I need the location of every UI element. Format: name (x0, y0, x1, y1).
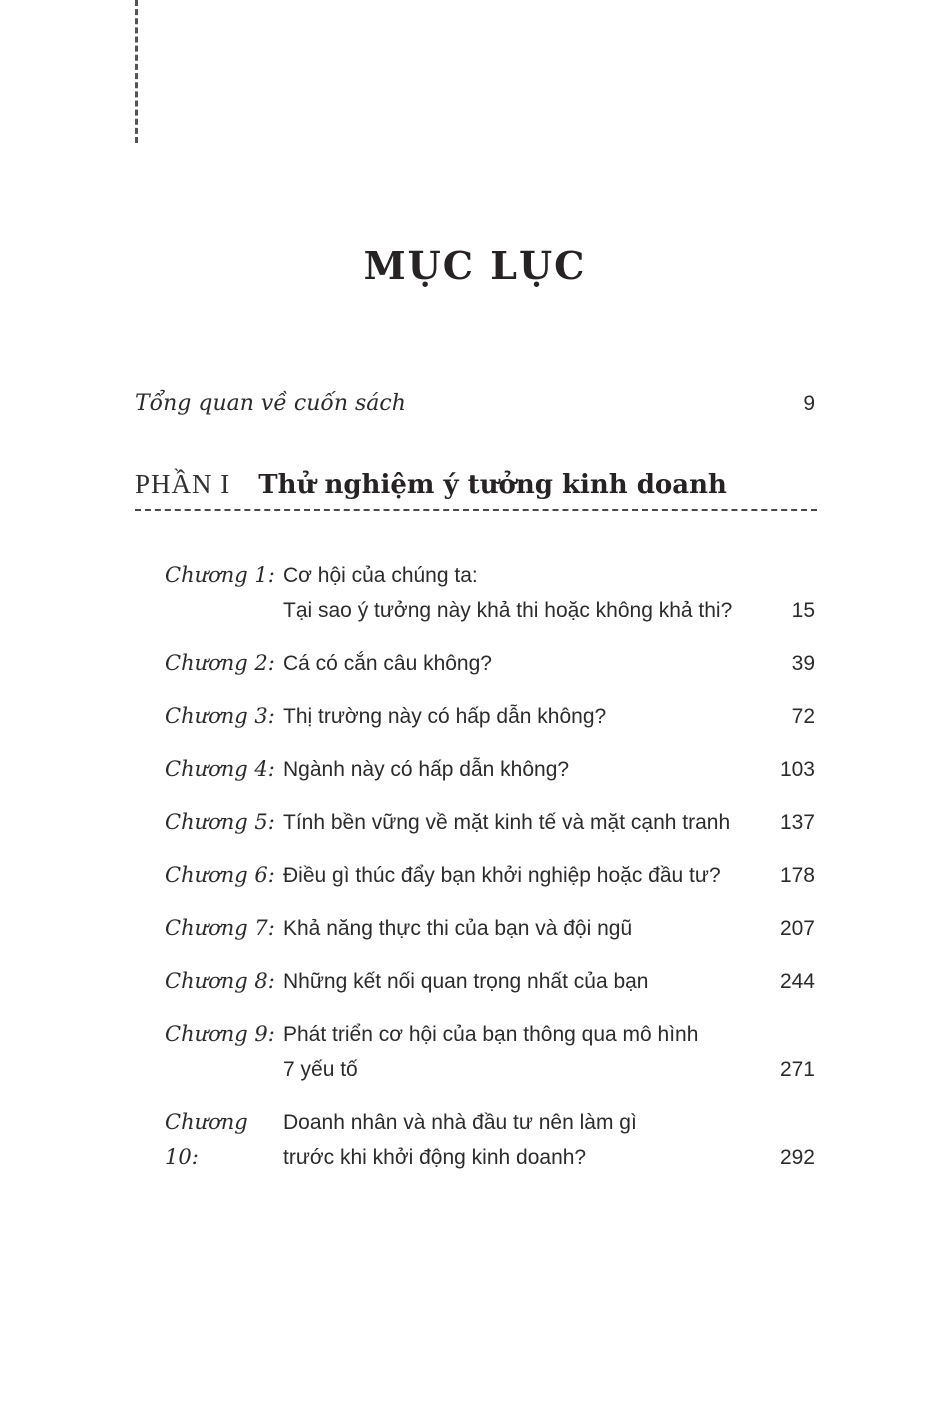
chapter-page-number: 271 (779, 1058, 815, 1081)
chapter-title-line: 7 yếu tố (283, 1058, 358, 1081)
chapter-label: Chương 10: (165, 1110, 248, 1169)
chapter-title-line: Phát triển cơ hội của bạn thông qua mô hình (283, 1023, 699, 1046)
chapter-label: Chương 3: (165, 704, 275, 728)
chapter-label: Chương 1: (165, 563, 275, 587)
chapter-title (283, 858, 769, 893)
chapter-list (135, 558, 815, 1193)
chapter-page-number: 178 (779, 864, 815, 887)
part-label: PHẦN I (135, 469, 231, 499)
chapter-page-number: 39 (791, 652, 815, 675)
chapter-page-number: 292 (779, 1146, 815, 1169)
toc-entry (135, 646, 815, 681)
toc-entry (135, 1017, 815, 1087)
chapter-title (283, 1017, 769, 1087)
toc-entry (135, 911, 815, 946)
toc-entry (135, 1105, 815, 1175)
chapter-title (283, 1105, 769, 1175)
page-title: MỤC LỤC (363, 243, 587, 288)
toc-entry (135, 558, 815, 628)
chapter-page-number: 244 (779, 970, 815, 993)
chapter-title-line: Ngành này có hấp dẫn không? (283, 758, 570, 781)
overview-label: Tổng quan về cuốn sách (135, 391, 406, 416)
chapter-title-line: Tính bền vững về mặt kinh tế và mặt cạnh tranh (283, 811, 731, 834)
chapter-label: Chương 8: (165, 969, 275, 993)
chapter-title-line: Cơ hội của chúng ta: (283, 564, 478, 587)
overview-page-number: 9 (803, 392, 815, 415)
part-header (135, 469, 817, 511)
chapter-title (283, 805, 769, 840)
chapter-title-line: Tại sao ý tưởng này khả thi hoặc không khả thi? (283, 599, 733, 622)
toc-entry (135, 964, 815, 999)
chapter-title-line: Doanh nhân và nhà đầu tư nên làm gì (283, 1111, 637, 1134)
chapter-title (283, 699, 769, 734)
chapter-label: Chương 4: (165, 757, 275, 781)
toc-entry (135, 699, 815, 734)
toc-entry (135, 805, 815, 840)
chapter-page-number: 207 (779, 917, 815, 940)
chapter-page-number: 103 (779, 758, 815, 781)
chapter-title-line: Những kết nối quan trọng nhất của bạn (283, 970, 649, 993)
vertical-dashed-mark (135, 0, 138, 143)
overview-row (135, 391, 815, 416)
chapter-label: Chương 7: (165, 916, 275, 940)
chapter-title (283, 911, 769, 946)
chapter-title (283, 964, 769, 999)
chapter-title-line: Điều gì thúc đẩy bạn khởi nghiệp hoặc đầu tư? (283, 864, 721, 887)
chapter-title-line: Khả năng thực thi của bạn và đội ngũ (283, 917, 633, 940)
chapter-label: Chương 2: (165, 651, 275, 675)
chapter-title (283, 558, 769, 628)
chapter-title-line: Cá có cắn câu không? (283, 652, 492, 675)
chapter-title-line: Thị trường này có hấp dẫn không? (283, 705, 607, 728)
chapter-page-number: 72 (791, 705, 815, 728)
chapter-title-line: trước khi khởi động kinh doanh? (283, 1146, 587, 1169)
toc-entry (135, 752, 815, 787)
chapter-title (283, 752, 769, 787)
chapter-label: Chương 6: (165, 863, 275, 887)
part-title: Thử nghiệm ý tưởng kinh doanh (258, 470, 727, 500)
chapter-page-number: 15 (791, 599, 815, 622)
toc-entry (135, 858, 815, 893)
chapter-label: Chương 5: (165, 810, 275, 834)
chapter-title (283, 646, 769, 681)
chapter-label: Chương 9: (165, 1022, 275, 1046)
chapter-page-number: 137 (779, 811, 815, 834)
